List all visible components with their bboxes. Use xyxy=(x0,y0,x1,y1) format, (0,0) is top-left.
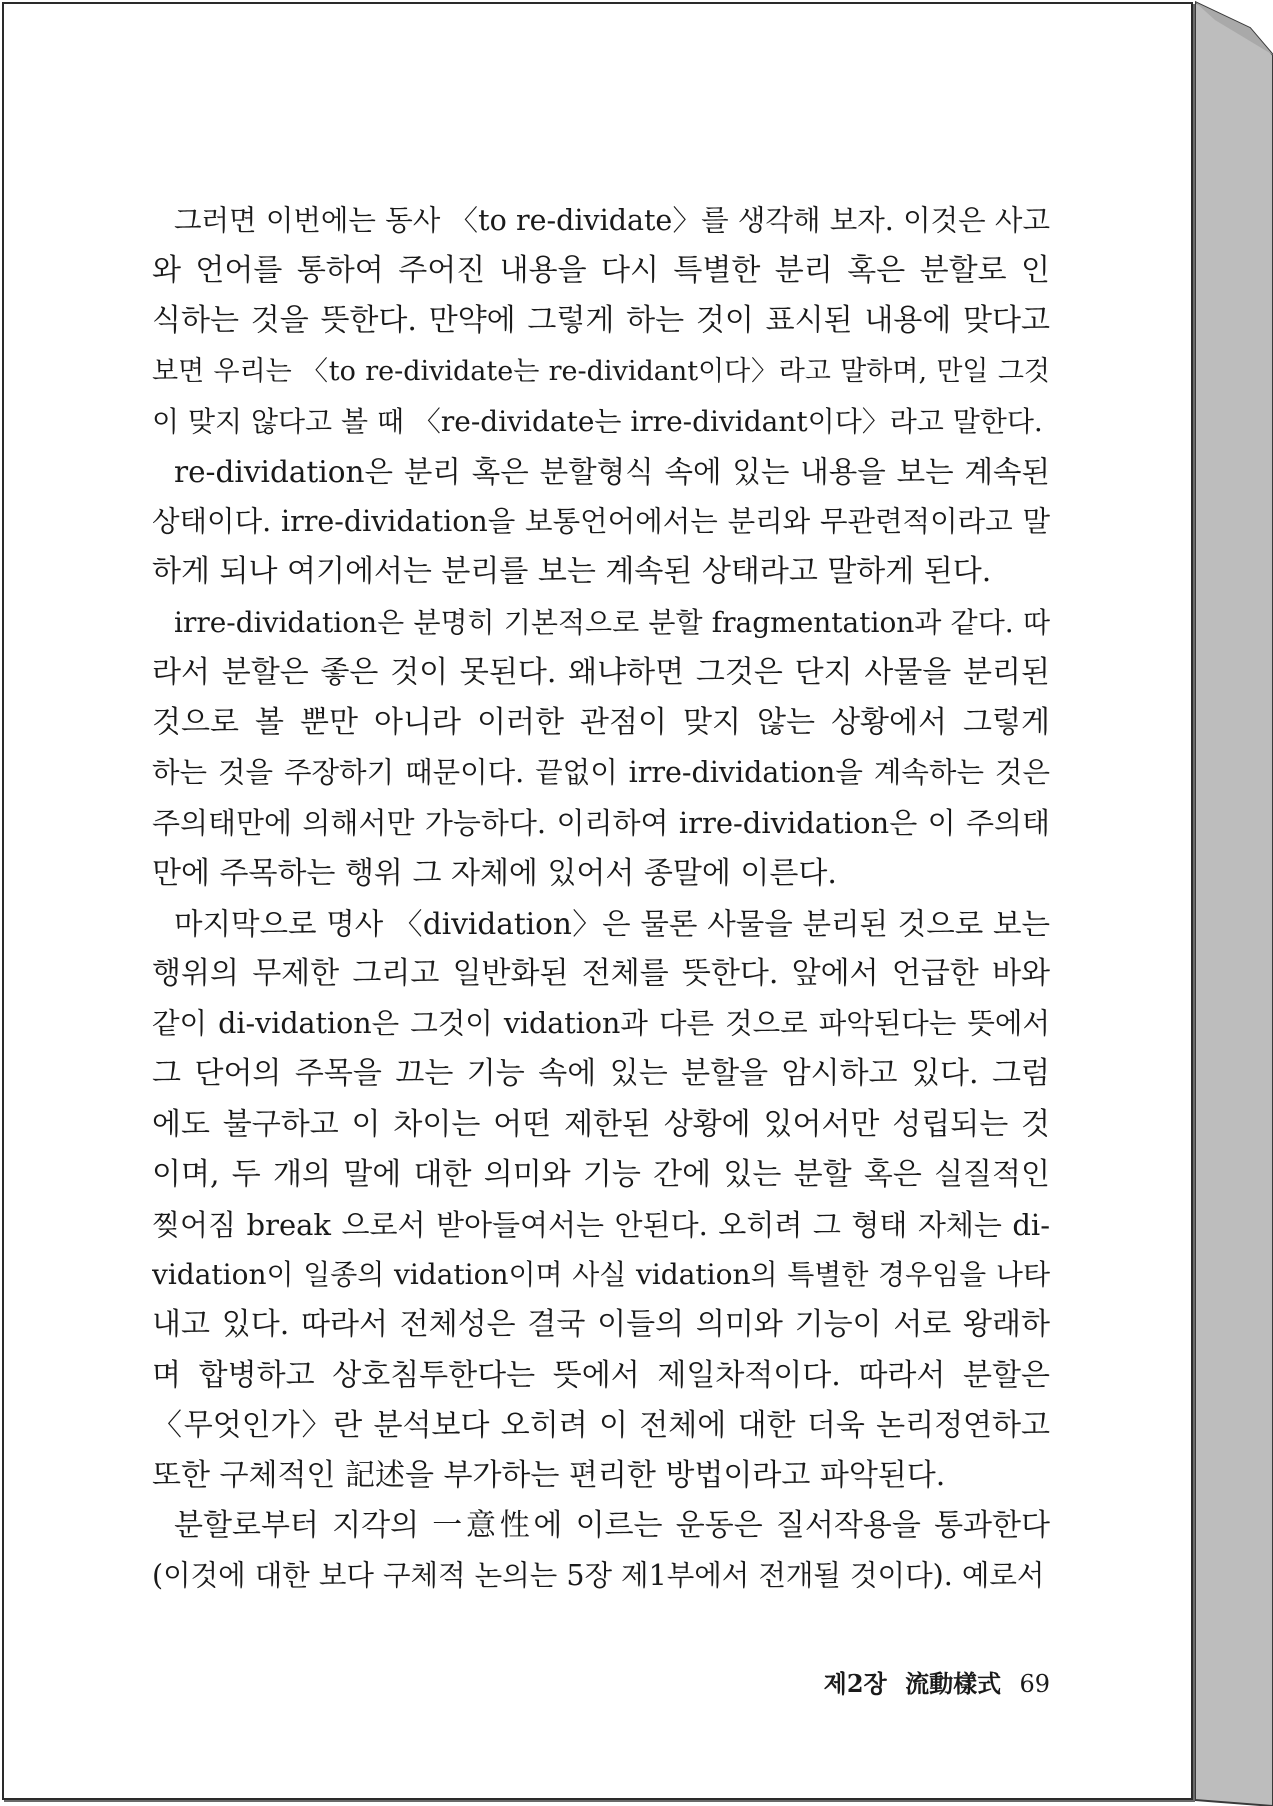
text-line: re-dividation은 분리 혹은 분할형식 속에 있는 내용을 보는 계속된 xyxy=(174,455,1050,490)
text-line: 내고 있다. 따라서 전체성은 결국 이들의 의미와 기능이 서로 왕래하 xyxy=(152,1307,1050,1343)
text-line: 이 맞지 않다고 볼 때 〈re-dividate는 irre-dividant이다〉라고 말한다. xyxy=(152,404,1043,438)
text-line: 하는 것을 주장하기 때문이다. 끝없이 irre-dividation을 계속하는 것은 xyxy=(152,756,1050,790)
text-line: 하게 되나 여기에서는 분리를 보는 계속된 상태라고 말하게 된다. xyxy=(152,554,992,590)
text-line: irre-dividation은 분명히 기본적으로 분할 fragmentation과 같다. 따 xyxy=(174,605,1050,639)
text-line: 주의태만에 의해서만 가능하다. 이리하여 irre-dividation은 이 주의태 xyxy=(152,806,1050,841)
footer-chapter: 제2장 xyxy=(823,1669,887,1698)
text-line: 찢어짐 break 으로서 받아들여서는 안된다. 오히려 그 형태 자체는 di- xyxy=(152,1208,1050,1243)
paragraph xyxy=(152,447,1050,598)
page-number: 69 xyxy=(1019,1670,1050,1698)
text-line: (이것에 대한 보다 구체적 논의는 5장 제1부에서 전개될 것이다). 예로서 xyxy=(152,1559,1045,1593)
footer-title: 流動樣式 xyxy=(905,1669,1002,1698)
book-page xyxy=(2,2,1193,1800)
body-text xyxy=(152,196,1050,1602)
running-footer xyxy=(814,1664,1050,1699)
text-line: 행위의 무제한 그리고 일반화된 전체를 뜻한다. 앞에서 언급한 바와 xyxy=(152,956,1050,992)
paragraph xyxy=(152,196,1050,447)
paragraph xyxy=(152,899,1050,1501)
text-line: 마지막으로 명사 〈dividation〉은 물론 사물을 분리된 것으로 보는 xyxy=(174,906,1050,941)
paragraph xyxy=(152,1501,1050,1601)
text-line: 분할로부터 지각의 一意性에 이르는 운동은 질서작용을 통과한다 xyxy=(174,1508,1050,1544)
text-line: 이며, 두 개의 말에 대한 의미와 기능 간에 있는 분할 혹은 실질적인 xyxy=(152,1156,1050,1192)
text-line: 것으로 볼 뿐만 아니라 이러한 관점이 맞지 않는 상황에서 그렇게 xyxy=(152,705,1050,741)
text-line: 〈무엇인가〉란 분석보다 오히려 이 전체에 대한 더욱 논리정연하고 xyxy=(152,1407,1050,1443)
text-line: 며 합병하고 상호침투한다는 뜻에서 제일차적이다. 따라서 분할은 xyxy=(152,1357,1050,1393)
text-line: 그 단어의 주목을 끄는 기능 속에 있는 분할을 암시하고 있다. 그럼 xyxy=(152,1056,1050,1092)
text-line: 보면 우리는 〈to re-dividate는 re-dividant이다〉라고 말하며, 만일 그것 xyxy=(152,355,1050,387)
text-line: 와 언어를 통하여 주어진 내용을 다시 특별한 분리 혹은 분할로 인 xyxy=(152,253,1050,289)
text-line: 그러면 이번에는 동사 〈to re-dividate〉를 생각해 보자. 이것은 사고 xyxy=(174,204,1050,237)
text-line: 상태이다. irre-dividation을 보통언어에서는 분리와 무관련적이라고 말 xyxy=(152,505,1050,539)
text-line: 라서 분할은 좋은 것이 못된다. 왜냐하면 그것은 단지 사물을 분리된 xyxy=(152,654,1050,690)
text-line: 식하는 것을 뜻한다. 만약에 그렇게 하는 것이 표시된 내용에 맞다고 xyxy=(152,303,1050,339)
text-line: vidation이 일종의 vidation이며 사실 vidation의 특별한 경우임을 나타 xyxy=(152,1258,1050,1292)
text-line: 만에 주목하는 행위 그 자체에 있어서 종말에 이른다. xyxy=(152,855,837,891)
text-line: 또한 구체적인 記述을 부가하는 편리한 방법이라고 파악된다. xyxy=(152,1458,946,1494)
paragraph xyxy=(152,598,1050,899)
text-line: 에도 불구하고 이 차이는 어떤 제한된 상황에 있어서만 성립되는 것 xyxy=(152,1106,1050,1142)
text-line: 같이 di-vidation은 그것이 vidation과 다른 것으로 파악된다는 뜻에서 xyxy=(152,1007,1050,1041)
